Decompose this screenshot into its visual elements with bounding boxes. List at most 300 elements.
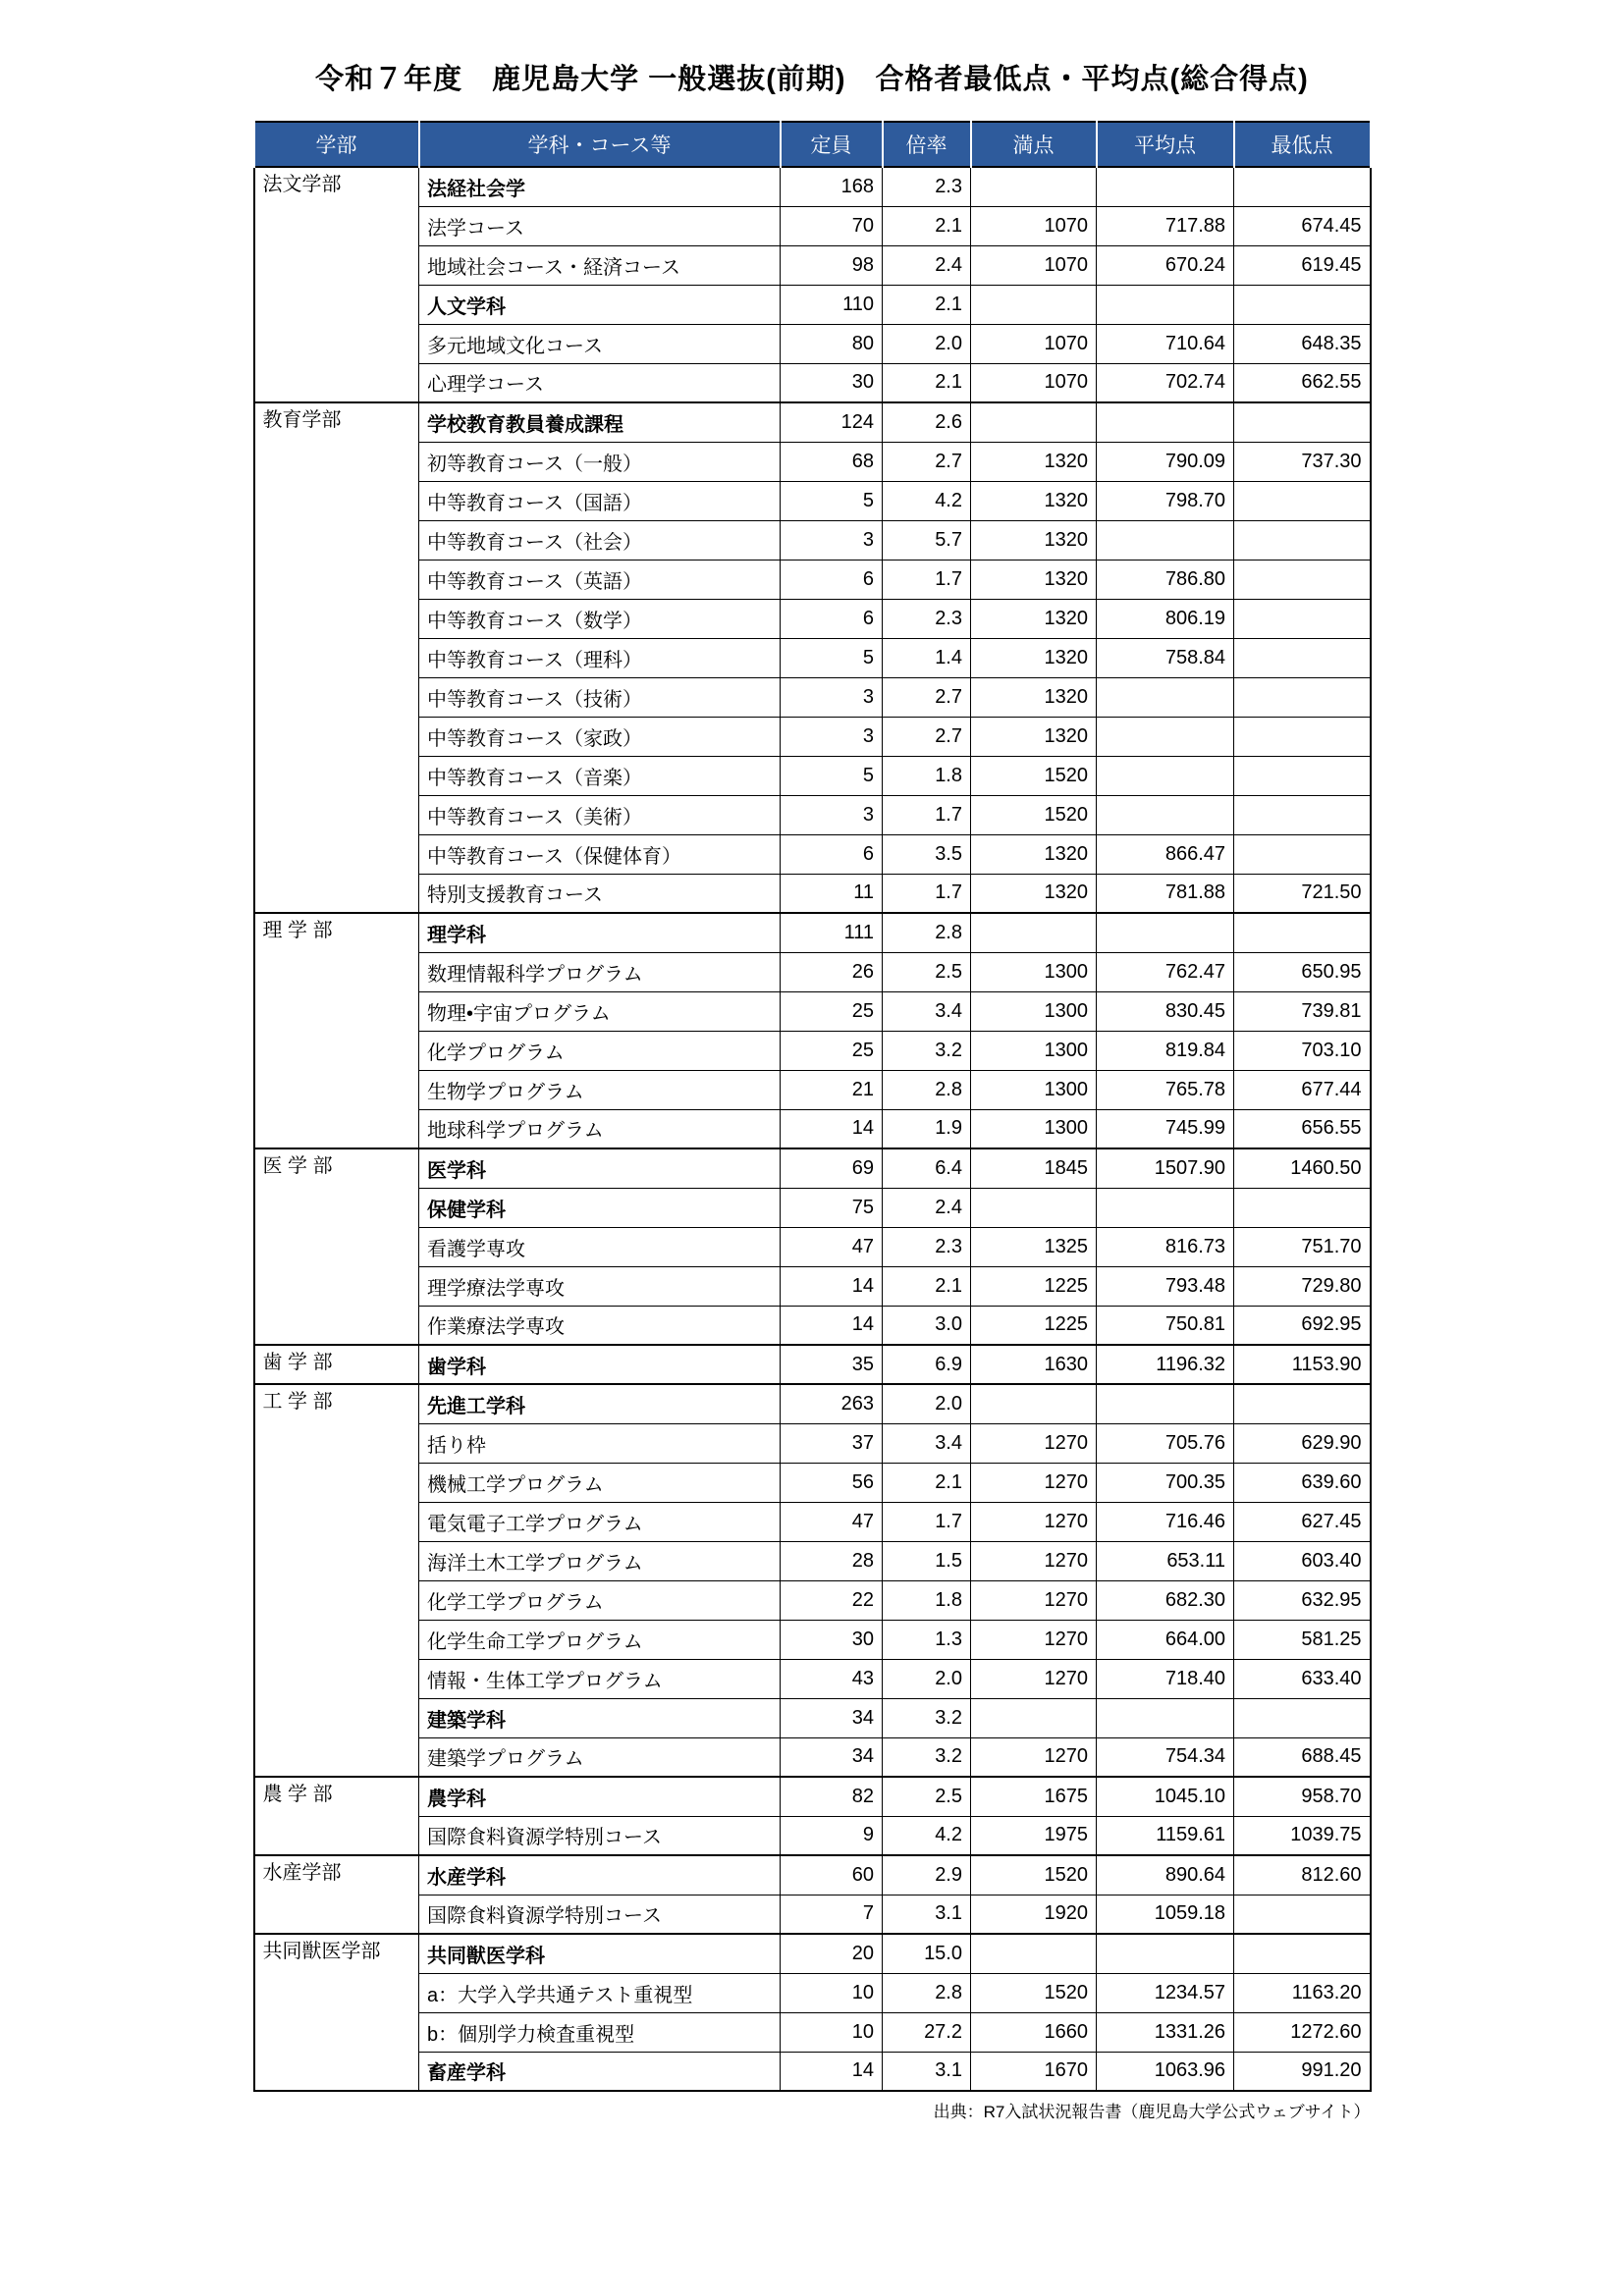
table-row	[254, 1659, 1371, 1698]
ratio-cell: 2.1	[883, 285, 971, 324]
fullmarks-cell: 1270	[971, 1620, 1097, 1659]
faculty-cell: 歯 学 部	[254, 1345, 419, 1384]
average-cell: 806.19	[1097, 599, 1234, 638]
table-row	[254, 363, 1371, 402]
ratio-cell: 3.2	[883, 1737, 971, 1777]
faculty-cell: 理 学 部	[254, 913, 419, 1148]
table-row	[254, 795, 1371, 834]
average-cell: 705.76	[1097, 1423, 1234, 1463]
course-cell: 中等教育コース（国語）	[419, 481, 781, 520]
minimum-cell: 737.30	[1234, 442, 1371, 481]
table-row	[254, 1698, 1371, 1737]
col-header-faculty: 学部	[254, 122, 419, 167]
capacity-cell: 6	[781, 599, 883, 638]
minimum-cell: 1460.50	[1234, 1148, 1371, 1188]
course-cell: 農学科	[419, 1777, 781, 1816]
course-cell: 化学プログラム	[419, 1031, 781, 1070]
average-cell	[1097, 1934, 1234, 1973]
course-cell: 水産学科	[419, 1855, 781, 1895]
ratio-cell: 1.7	[883, 795, 971, 834]
fullmarks-cell: 1300	[971, 1109, 1097, 1148]
average-cell: 1331.26	[1097, 2012, 1234, 2052]
course-cell: 国際食料資源学特別コース	[419, 1816, 781, 1855]
table-row	[254, 1384, 1371, 1423]
average-cell: 793.48	[1097, 1266, 1234, 1306]
minimum-cell	[1234, 1188, 1371, 1227]
table-row	[254, 1737, 1371, 1777]
minimum-cell: 677.44	[1234, 1070, 1371, 1109]
fullmarks-cell: 1225	[971, 1266, 1097, 1306]
fullmarks-cell: 1320	[971, 717, 1097, 756]
fullmarks-cell	[971, 1188, 1097, 1227]
average-cell: 1196.32	[1097, 1345, 1234, 1384]
fullmarks-cell: 1300	[971, 952, 1097, 991]
capacity-cell: 47	[781, 1502, 883, 1541]
fullmarks-cell: 1300	[971, 1031, 1097, 1070]
capacity-cell: 60	[781, 1855, 883, 1895]
table-row	[254, 402, 1371, 442]
table-row	[254, 834, 1371, 874]
ratio-cell: 1.4	[883, 638, 971, 677]
ratio-cell: 2.1	[883, 1266, 971, 1306]
table-row	[254, 206, 1371, 245]
table-row	[254, 1934, 1371, 1973]
ratio-cell: 3.4	[883, 991, 971, 1031]
course-cell: 化学生命工学プログラム	[419, 1620, 781, 1659]
course-cell: 中等教育コース（美術）	[419, 795, 781, 834]
fullmarks-cell: 1270	[971, 1541, 1097, 1580]
average-cell	[1097, 1698, 1234, 1737]
source-note: 出典：R7入試状況報告書（鹿児島大学公式ウェブサイト）	[933, 2103, 1371, 2121]
minimum-cell: 958.70	[1234, 1777, 1371, 1816]
course-cell: 中等教育コース（英語）	[419, 560, 781, 599]
average-cell: 745.99	[1097, 1109, 1234, 1148]
capacity-cell: 14	[781, 1109, 883, 1148]
fullmarks-cell: 1070	[971, 324, 1097, 363]
fullmarks-cell: 1520	[971, 1973, 1097, 2012]
capacity-cell: 5	[781, 481, 883, 520]
course-cell: 地域社会コース・経済コース	[419, 245, 781, 285]
table-row	[254, 1463, 1371, 1502]
ratio-cell: 2.7	[883, 717, 971, 756]
fullmarks-cell: 1845	[971, 1148, 1097, 1188]
ratio-cell: 3.1	[883, 1895, 971, 1934]
ratio-cell: 2.7	[883, 677, 971, 717]
table-row	[254, 1266, 1371, 1306]
minimum-cell: 648.35	[1234, 324, 1371, 363]
table-row	[254, 638, 1371, 677]
fullmarks-cell	[971, 167, 1097, 206]
average-cell: 786.80	[1097, 560, 1234, 599]
minimum-cell: 692.95	[1234, 1306, 1371, 1345]
course-cell: 人文学科	[419, 285, 781, 324]
course-cell: 特別支援教育コース	[419, 874, 781, 913]
table-row	[254, 1423, 1371, 1463]
faculty-cell: 水産学部	[254, 1855, 419, 1934]
capacity-cell: 3	[781, 795, 883, 834]
course-cell: 国際食料資源学特別コース	[419, 1895, 781, 1934]
fullmarks-cell: 1975	[971, 1816, 1097, 1855]
table-row	[254, 167, 1371, 206]
course-cell: 生物学プログラム	[419, 1070, 781, 1109]
capacity-cell: 263	[781, 1384, 883, 1423]
average-cell: 758.84	[1097, 638, 1234, 677]
ratio-cell: 1.8	[883, 756, 971, 795]
faculty-cell: 工 学 部	[254, 1384, 419, 1777]
average-cell: 1059.18	[1097, 1895, 1234, 1934]
table-row	[254, 1148, 1371, 1188]
table-row	[254, 1031, 1371, 1070]
average-cell	[1097, 717, 1234, 756]
ratio-cell: 2.3	[883, 1227, 971, 1266]
course-cell: 理学療法学専攻	[419, 1266, 781, 1306]
table-row	[254, 1502, 1371, 1541]
minimum-cell: 627.45	[1234, 1502, 1371, 1541]
minimum-cell: 703.10	[1234, 1031, 1371, 1070]
table-row	[254, 1580, 1371, 1620]
average-cell: 664.00	[1097, 1620, 1234, 1659]
course-cell: 物理•宇宙プログラム	[419, 991, 781, 1031]
minimum-cell: 674.45	[1234, 206, 1371, 245]
ratio-cell: 2.0	[883, 324, 971, 363]
course-cell: 保健学科	[419, 1188, 781, 1227]
ratio-cell: 3.4	[883, 1423, 971, 1463]
average-cell: 750.81	[1097, 1306, 1234, 1345]
course-cell: 括り枠	[419, 1423, 781, 1463]
table-row	[254, 1109, 1371, 1148]
ratio-cell: 2.6	[883, 402, 971, 442]
average-cell: 781.88	[1097, 874, 1234, 913]
course-cell: b：個別学力検査重視型	[419, 2012, 781, 2052]
ratio-cell: 2.3	[883, 599, 971, 638]
minimum-cell: 632.95	[1234, 1580, 1371, 1620]
table-row	[254, 520, 1371, 560]
minimum-cell: 603.40	[1234, 1541, 1371, 1580]
course-cell: 電気電子工学プログラム	[419, 1502, 781, 1541]
table-row	[254, 1227, 1371, 1266]
faculty-cell: 共同獣医学部	[254, 1934, 419, 2091]
fullmarks-cell: 1670	[971, 2052, 1097, 2091]
table-row	[254, 442, 1371, 481]
page-title: 令和７年度 鹿児島大学 一般選抜(前期) 合格者最低点・平均点(総合得点)	[315, 64, 1309, 95]
minimum-cell: 639.60	[1234, 1463, 1371, 1502]
fullmarks-cell	[971, 1698, 1097, 1737]
col-header-capacity: 定員	[781, 122, 883, 167]
average-cell: 830.45	[1097, 991, 1234, 1031]
course-cell: 心理学コース	[419, 363, 781, 402]
average-cell: 1159.61	[1097, 1816, 1234, 1855]
table-row	[254, 991, 1371, 1031]
table-row	[254, 2012, 1371, 2052]
course-cell: 歯学科	[419, 1345, 781, 1384]
fullmarks-cell	[971, 1934, 1097, 1973]
minimum-cell	[1234, 677, 1371, 717]
ratio-cell: 2.0	[883, 1384, 971, 1423]
minimum-cell	[1234, 913, 1371, 952]
fullmarks-cell: 1660	[971, 2012, 1097, 2052]
table-row	[254, 677, 1371, 717]
average-cell: 762.47	[1097, 952, 1234, 991]
average-cell: 1045.10	[1097, 1777, 1234, 1816]
course-cell: 中等教育コース（社会）	[419, 520, 781, 560]
table-row	[254, 1973, 1371, 2012]
capacity-cell: 98	[781, 245, 883, 285]
table-row	[254, 1188, 1371, 1227]
ratio-cell: 4.2	[883, 1816, 971, 1855]
course-cell: 看護学専攻	[419, 1227, 781, 1266]
capacity-cell: 22	[781, 1580, 883, 1620]
average-cell: 710.64	[1097, 324, 1234, 363]
ratio-cell: 2.5	[883, 952, 971, 991]
fullmarks-cell: 1520	[971, 756, 1097, 795]
table-row	[254, 1620, 1371, 1659]
fullmarks-cell	[971, 402, 1097, 442]
table-row	[254, 1541, 1371, 1580]
ratio-cell: 2.8	[883, 913, 971, 952]
course-cell: 法学コース	[419, 206, 781, 245]
ratio-cell: 27.2	[883, 2012, 971, 2052]
average-cell	[1097, 167, 1234, 206]
fullmarks-cell: 1520	[971, 795, 1097, 834]
minimum-cell: 581.25	[1234, 1620, 1371, 1659]
capacity-cell: 25	[781, 991, 883, 1031]
capacity-cell: 6	[781, 560, 883, 599]
capacity-cell: 124	[781, 402, 883, 442]
average-cell: 700.35	[1097, 1463, 1234, 1502]
ratio-cell: 2.1	[883, 363, 971, 402]
table-row	[254, 1855, 1371, 1895]
capacity-cell: 21	[781, 1070, 883, 1109]
ratio-cell: 1.7	[883, 560, 971, 599]
minimum-cell	[1234, 560, 1371, 599]
capacity-cell: 69	[781, 1148, 883, 1188]
course-cell: 数理情報科学プログラム	[419, 952, 781, 991]
minimum-cell: 739.81	[1234, 991, 1371, 1031]
ratio-cell: 2.9	[883, 1855, 971, 1895]
course-cell: 理学科	[419, 913, 781, 952]
ratio-cell: 3.2	[883, 1031, 971, 1070]
minimum-cell: 1039.75	[1234, 1816, 1371, 1855]
capacity-cell: 9	[781, 1816, 883, 1855]
fullmarks-cell: 1270	[971, 1737, 1097, 1777]
col-header-course: 学科・コース等	[419, 122, 781, 167]
average-cell: 718.40	[1097, 1659, 1234, 1698]
fullmarks-cell: 1320	[971, 834, 1097, 874]
fullmarks-cell: 1320	[971, 599, 1097, 638]
capacity-cell: 11	[781, 874, 883, 913]
average-cell: 682.30	[1097, 1580, 1234, 1620]
ratio-cell: 5.7	[883, 520, 971, 560]
capacity-cell: 68	[781, 442, 883, 481]
table-row	[254, 245, 1371, 285]
results-table	[253, 121, 1372, 2092]
minimum-cell: 1153.90	[1234, 1345, 1371, 1384]
table-row	[254, 599, 1371, 638]
average-cell	[1097, 520, 1234, 560]
table-row	[254, 717, 1371, 756]
minimum-cell: 650.95	[1234, 952, 1371, 991]
fullmarks-cell: 1675	[971, 1777, 1097, 1816]
ratio-cell: 1.7	[883, 874, 971, 913]
capacity-cell: 80	[781, 324, 883, 363]
course-cell: 中等教育コース（理科）	[419, 638, 781, 677]
course-cell: 学校教育教員養成課程	[419, 402, 781, 442]
average-cell: 890.64	[1097, 1855, 1234, 1895]
table-row	[254, 756, 1371, 795]
fullmarks-cell: 1225	[971, 1306, 1097, 1345]
table-row	[254, 952, 1371, 991]
capacity-cell: 30	[781, 363, 883, 402]
average-cell: 798.70	[1097, 481, 1234, 520]
minimum-cell	[1234, 599, 1371, 638]
table-row	[254, 874, 1371, 913]
ratio-cell: 1.8	[883, 1580, 971, 1620]
capacity-cell: 43	[781, 1659, 883, 1698]
average-cell: 702.74	[1097, 363, 1234, 402]
capacity-cell: 25	[781, 1031, 883, 1070]
table-row	[254, 285, 1371, 324]
table-row	[254, 1070, 1371, 1109]
average-cell: 716.46	[1097, 1502, 1234, 1541]
average-cell	[1097, 285, 1234, 324]
fullmarks-cell: 1325	[971, 1227, 1097, 1266]
average-cell	[1097, 677, 1234, 717]
course-cell: 初等教育コース（一般）	[419, 442, 781, 481]
average-cell: 790.09	[1097, 442, 1234, 481]
minimum-cell	[1234, 834, 1371, 874]
minimum-cell: 633.40	[1234, 1659, 1371, 1698]
fullmarks-cell: 1520	[971, 1855, 1097, 1895]
ratio-cell: 6.9	[883, 1345, 971, 1384]
ratio-cell: 3.2	[883, 1698, 971, 1737]
ratio-cell: 3.5	[883, 834, 971, 874]
minimum-cell: 1163.20	[1234, 1973, 1371, 2012]
average-cell	[1097, 913, 1234, 952]
capacity-cell: 10	[781, 1973, 883, 2012]
minimum-cell	[1234, 717, 1371, 756]
ratio-cell: 1.7	[883, 1502, 971, 1541]
fullmarks-cell: 1320	[971, 520, 1097, 560]
minimum-cell: 688.45	[1234, 1737, 1371, 1777]
fullmarks-cell: 1320	[971, 560, 1097, 599]
table-row	[254, 913, 1371, 952]
minimum-cell	[1234, 795, 1371, 834]
fullmarks-cell: 1320	[971, 638, 1097, 677]
minimum-cell	[1234, 756, 1371, 795]
ratio-cell: 1.9	[883, 1109, 971, 1148]
fullmarks-cell: 1070	[971, 245, 1097, 285]
course-cell: 機械工学プログラム	[419, 1463, 781, 1502]
fullmarks-cell: 1300	[971, 1070, 1097, 1109]
table-row	[254, 2052, 1371, 2091]
fullmarks-cell: 1270	[971, 1580, 1097, 1620]
capacity-cell: 14	[781, 1306, 883, 1345]
course-cell: 医学科	[419, 1148, 781, 1188]
minimum-cell	[1234, 1934, 1371, 1973]
course-cell: a：大学入学共通テスト重視型	[419, 1973, 781, 2012]
minimum-cell: 1272.60	[1234, 2012, 1371, 2052]
table-row	[254, 481, 1371, 520]
faculty-cell: 医 学 部	[254, 1148, 419, 1345]
average-cell	[1097, 756, 1234, 795]
capacity-cell: 28	[781, 1541, 883, 1580]
col-header-minimum: 最低点	[1234, 122, 1371, 167]
fullmarks-cell: 1920	[971, 1895, 1097, 1934]
average-cell	[1097, 402, 1234, 442]
capacity-cell: 110	[781, 285, 883, 324]
capacity-cell: 168	[781, 167, 883, 206]
capacity-cell: 56	[781, 1463, 883, 1502]
ratio-cell: 2.8	[883, 1973, 971, 2012]
minimum-cell	[1234, 1895, 1371, 1934]
capacity-cell: 3	[781, 520, 883, 560]
course-cell: 作業療法学専攻	[419, 1306, 781, 1345]
average-cell: 765.78	[1097, 1070, 1234, 1109]
capacity-cell: 14	[781, 1266, 883, 1306]
capacity-cell: 26	[781, 952, 883, 991]
capacity-cell: 3	[781, 717, 883, 756]
ratio-cell: 15.0	[883, 1934, 971, 1973]
course-cell: 畜産学科	[419, 2052, 781, 2091]
col-header-ratio: 倍率	[883, 122, 971, 167]
capacity-cell: 30	[781, 1620, 883, 1659]
course-cell: 中等教育コース（数学）	[419, 599, 781, 638]
minimum-cell	[1234, 285, 1371, 324]
average-cell: 653.11	[1097, 1541, 1234, 1580]
minimum-cell: 721.50	[1234, 874, 1371, 913]
fullmarks-cell: 1300	[971, 991, 1097, 1031]
fullmarks-cell	[971, 913, 1097, 952]
ratio-cell: 2.0	[883, 1659, 971, 1698]
minimum-cell: 729.80	[1234, 1266, 1371, 1306]
average-cell	[1097, 795, 1234, 834]
col-header-fullmarks: 満点	[971, 122, 1097, 167]
minimum-cell	[1234, 402, 1371, 442]
ratio-cell: 2.8	[883, 1070, 971, 1109]
fullmarks-cell: 1270	[971, 1463, 1097, 1502]
minimum-cell	[1234, 1384, 1371, 1423]
minimum-cell	[1234, 481, 1371, 520]
average-cell: 670.24	[1097, 245, 1234, 285]
ratio-cell: 2.5	[883, 1777, 971, 1816]
fullmarks-cell: 1070	[971, 363, 1097, 402]
ratio-cell: 2.1	[883, 1463, 971, 1502]
fullmarks-cell: 1320	[971, 677, 1097, 717]
capacity-cell: 75	[781, 1188, 883, 1227]
capacity-cell: 3	[781, 677, 883, 717]
capacity-cell: 111	[781, 913, 883, 952]
table-row	[254, 1345, 1371, 1384]
minimum-cell	[1234, 638, 1371, 677]
capacity-cell: 6	[781, 834, 883, 874]
ratio-cell: 4.2	[883, 481, 971, 520]
capacity-cell: 70	[781, 206, 883, 245]
header-row	[254, 122, 1371, 167]
fullmarks-cell	[971, 1384, 1097, 1423]
average-cell: 1507.90	[1097, 1148, 1234, 1188]
capacity-cell: 34	[781, 1698, 883, 1737]
average-cell: 1234.57	[1097, 1973, 1234, 2012]
course-cell: 地球科学プログラム	[419, 1109, 781, 1148]
ratio-cell: 1.5	[883, 1541, 971, 1580]
table-row	[254, 324, 1371, 363]
minimum-cell: 629.90	[1234, 1423, 1371, 1463]
table-row	[254, 1895, 1371, 1934]
table-row	[254, 1777, 1371, 1816]
average-cell: 1063.96	[1097, 2052, 1234, 2091]
fullmarks-cell: 1270	[971, 1502, 1097, 1541]
fullmarks-cell: 1320	[971, 481, 1097, 520]
